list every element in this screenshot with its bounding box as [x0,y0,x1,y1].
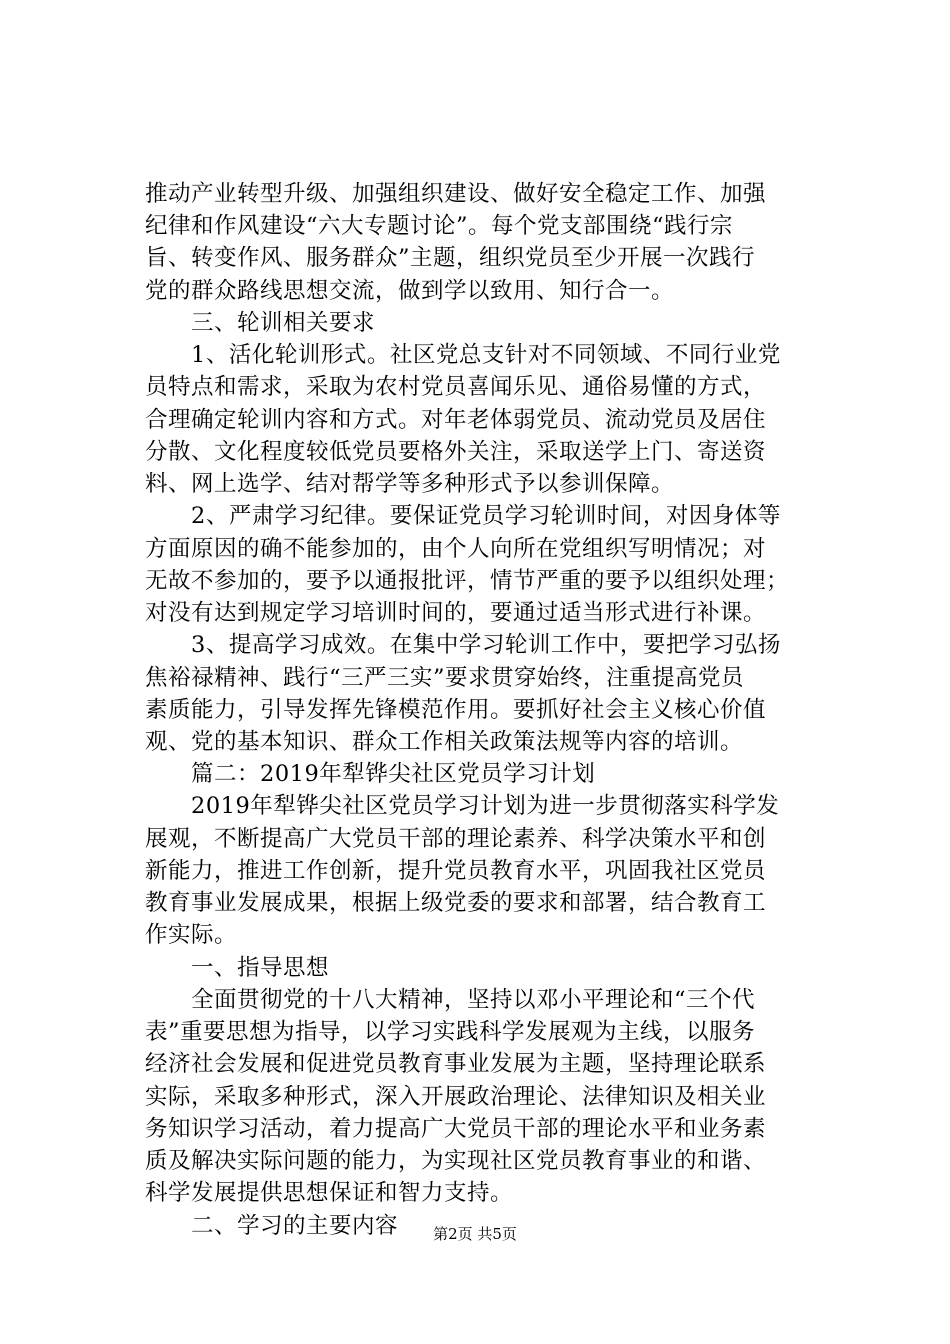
text-line: 务知识学习活动，着力提高广大党员干部的理论水平和业务素 [145,1116,767,1142]
section-heading: 篇二：2019年犁铧尖社区党员学习计划 [145,761,596,787]
text-line: 旨、转变作风、服务群众”主题，组织党员至少开展一次践行 [145,245,756,271]
text-line: 员特点和需求，采取为农村党员喜闻乐见、通俗易懂的方式， [145,374,767,400]
page-number-footer: 第2页 共5页 [433,1225,517,1243]
text-line: 科学发展提供思想保证和智力支持。 [145,1180,514,1206]
text-line: 纪律和作风建设“六大专题讨论”。每个党支部围绕“践行宗 [145,213,734,239]
text-line: 2019年犁铧尖社区党员学习计划为进一步贯彻落实科学发 [145,793,780,819]
text-line: 党的群众路线思想交流，做到学以致用、知行合一。 [145,278,675,304]
text-line: 素质能力，引导发挥先锋模范作用。要抓好社会主义核心价值 [145,697,767,723]
text-line: 分散、文化程度较低党员要格外关注，采取送学上门、寄送资 [145,439,767,465]
text-line: 展观，不断提高广大党员干部的理论素养、科学决策水平和创 [145,826,767,852]
text-line: 全面贯彻党的十八大精神，坚持以邓小平理论和“三个代 [145,987,756,1013]
text-line: 1、活化轮训形式。社区党总支针对不同领域、不同行业党 [145,342,781,368]
text-line: 观、党的基本知识、群众工作相关政策法规等内容的培训。 [145,729,744,755]
text-line: 无故不参加的，要予以通报批评，情节严重的要予以组织处理； [145,568,790,594]
text-line: 3、提高学习成效。在集中学习轮训工作中，要把学习弘扬 [145,632,781,658]
section-heading: 一、指导思想 [145,955,330,981]
text-line: 质及解决实际问题的能力，为实现社区党员教育事业的和谐、 [145,1148,767,1174]
text-line: 表”重要思想为指导，以学习实践科学发展观为主线，以服务 [145,1019,756,1045]
text-line: 料、网上选学、结对帮学等多种形式予以参训保障。 [145,471,675,497]
text-line: 焦裕禄精神、践行“三严三实”要求贯穿始终，注重提高党员 [145,665,745,691]
text-line: 2、严肃学习纪律。要保证党员学习轮训时间，对因身体等 [145,503,781,529]
section-heading: 二、学习的主要内容 [145,1213,399,1239]
text-line: 推动产业转型升级、加强组织建设、做好安全稳定工作、加强 [145,181,767,207]
text-line: 方面原因的确不能参加的，由个人向所在党组织写明情况；对 [145,536,767,562]
text-line: 对没有达到规定学习培训时间的，要通过适当形式进行补课。 [145,600,767,626]
text-line: 合理确定轮训内容和方式。对年老体弱党员、流动党员及居住 [145,407,767,433]
section-heading: 三、轮训相关要求 [145,310,376,336]
text-line: 作实际。 [145,922,238,948]
text-line: 新能力，推进工作创新，提升党员教育水平，巩固我社区党员 [145,858,767,884]
text-line: 教育事业发展成果，根据上级党委的要求和部署，结合教育工 [145,890,767,916]
text-line: 实际，采取多种形式，深入开展政治理论、法律知识及相关业 [145,1084,767,1110]
text-line: 经济社会发展和促进党员教育事业发展为主题，坚持理论联系 [145,1051,767,1077]
